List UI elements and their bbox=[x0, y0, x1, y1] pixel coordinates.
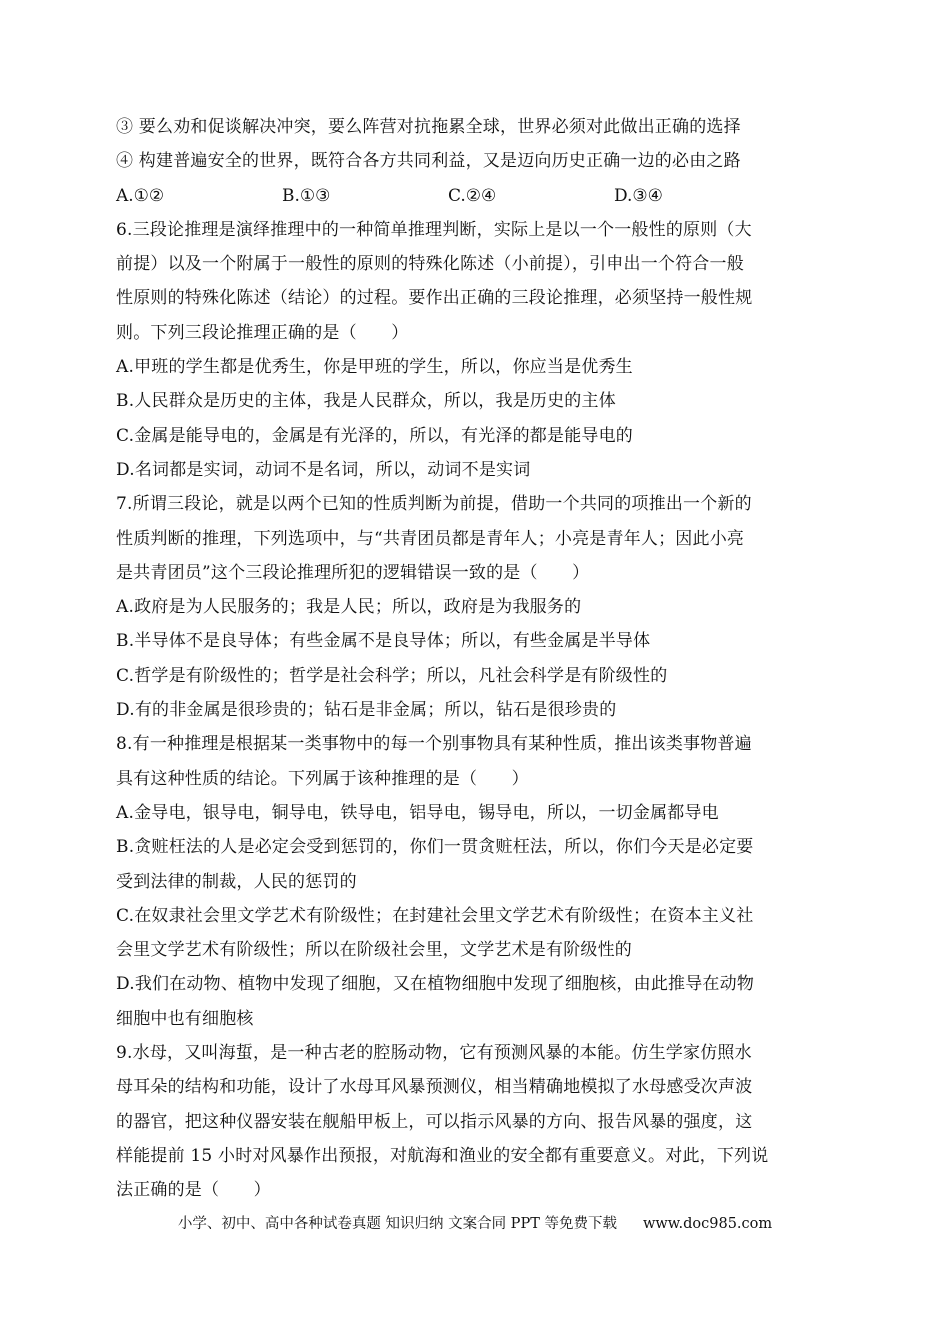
q9-line: 的器官，把这种仪器安装在舰船甲板上，可以指示风暴的方向、报告风暴的强度，这 bbox=[116, 1111, 753, 1132]
q5-option-a: A.①② bbox=[116, 185, 165, 206]
footer-url[interactable]: www.doc985.com bbox=[642, 1216, 773, 1232]
q8-option-a: A.金导电，银导电，铜导电，铁导电，铝导电，锡导电，所以，一切金属都导电 bbox=[116, 802, 719, 823]
q6-line: 前提）以及一个附属于一般性的原则的特殊化陈述（小前提），引申出一个符合一般 bbox=[116, 254, 744, 275]
q7-option-d: D.有的非金属是很珍贵的；钻石是非金属；所以，钻石是很珍贵的 bbox=[116, 700, 617, 721]
q8-option-d: D.我们在动物、植物中发现了细胞，又在植物细胞中发现了细胞核，由此推导在动物 bbox=[116, 974, 755, 995]
q7-line: 7.所谓三段论，就是以两个已知的性质判断为前提，借助一个共同的项推出一个新的 bbox=[116, 494, 752, 515]
q6-option-a: A.甲班的学生都是优秀生，你是甲班的学生，所以，你应当是优秀生 bbox=[116, 357, 633, 378]
footer-text: 小学、初中、高中各种试卷真题 知识归纳 文案合同 PPT 等免费下载 bbox=[177, 1216, 617, 1232]
page-footer bbox=[0, 1212, 950, 1233]
q7-option-b: B.半导体不是良导体；有些金属不是良导体；所以，有些金属是半导体 bbox=[116, 631, 651, 652]
q8-option-c-cont: 会里文学艺术有阶级性；所以在阶级社会里，文学艺术是有阶级性的 bbox=[116, 940, 632, 961]
q8-line: 具有这种性质的结论。下列属于该种推理的是（ ） bbox=[116, 768, 529, 789]
q6-option-c: C.金属是能导电的，金属是有光泽的，所以，有光泽的都是能导电的 bbox=[116, 425, 634, 446]
question-content bbox=[116, 110, 836, 1208]
q9-line: 法正确的是（ ） bbox=[116, 1180, 271, 1201]
q5-option-c: C.②④ bbox=[448, 185, 497, 206]
q8-option-d-cont: 细胞中也有细胞核 bbox=[116, 1008, 254, 1029]
q5-option-d: D.③④ bbox=[614, 185, 663, 206]
q6-line: 则。下列三段论推理正确的是（ ） bbox=[116, 322, 409, 343]
q6-line: 性原则的特殊化陈述（结论）的过程。要作出正确的三段论推理，必须坚持一般性规 bbox=[116, 288, 753, 309]
q6-option-b: B.人民群众是历史的主体，我是人民群众，所以，我是历史的主体 bbox=[116, 391, 616, 412]
statement-3: ③ 要么劝和促谈解决冲突，要么阵营对抗拖累全球，世界必须对此做出正确的选择 bbox=[116, 117, 741, 137]
q8-line: 8.有一种推理是根据某一类事物中的每一个别事物具有某种性质，推出该类事物普遍 bbox=[116, 734, 752, 755]
q7-line: 性质判断的推理，下列选项中，与“共青团员都是青年人；小亮是青年人；因此小亮 bbox=[116, 528, 745, 549]
q7-line: 是共青团员”这个三段论推理所犯的逻辑错误一致的是（ ） bbox=[116, 562, 590, 583]
q5-option-b: B.①③ bbox=[282, 185, 331, 206]
q8-option-c: C.在奴隶社会里文学艺术有阶级性；在封建社会里文学艺术有阶级性；在资本主义社 bbox=[116, 905, 754, 926]
q7-option-a: A.政府是为人民服务的；我是人民；所以，政府是为我服务的 bbox=[116, 597, 582, 618]
q5-options bbox=[116, 179, 836, 213]
q9-line: 样能提前 15 小时对风暴作出预报，对航海和渔业的安全都有重要意义。对此，下列说 bbox=[116, 1145, 769, 1166]
q9-line: 母耳朵的结构和功能，设计了水母耳风暴预测仪，相当精确地模拟了水母感受次声波 bbox=[116, 1077, 753, 1098]
q8-option-b-cont: 受到法律的制裁，人民的惩罚的 bbox=[116, 871, 357, 892]
statement-4: ④ 构建普遍安全的世界，既符合各方共同利益，又是迈向历史正确一边的必由之路 bbox=[116, 151, 741, 172]
q7-option-c: C.哲学是有阶级性的；哲学是社会科学；所以，凡社会科学是有阶级性的 bbox=[116, 665, 668, 686]
q6-line: 6.三段论推理是演绎推理中的一种简单推理判断，实际上是以一个一般性的原则（大 bbox=[116, 219, 752, 240]
q9-line: 9.水母，又叫海蜇，是一种古老的腔肠动物，它有预测风暴的本能。仿生学家仿照水 bbox=[116, 1043, 752, 1064]
q6-option-d: D.名词都是实词，动词不是名词，所以，动词不是实词 bbox=[116, 459, 531, 480]
q8-option-b: B.贪赃枉法的人是必定会受到惩罚的，你们一贯贪赃枉法，所以，你们今天是必定要 bbox=[116, 837, 754, 858]
